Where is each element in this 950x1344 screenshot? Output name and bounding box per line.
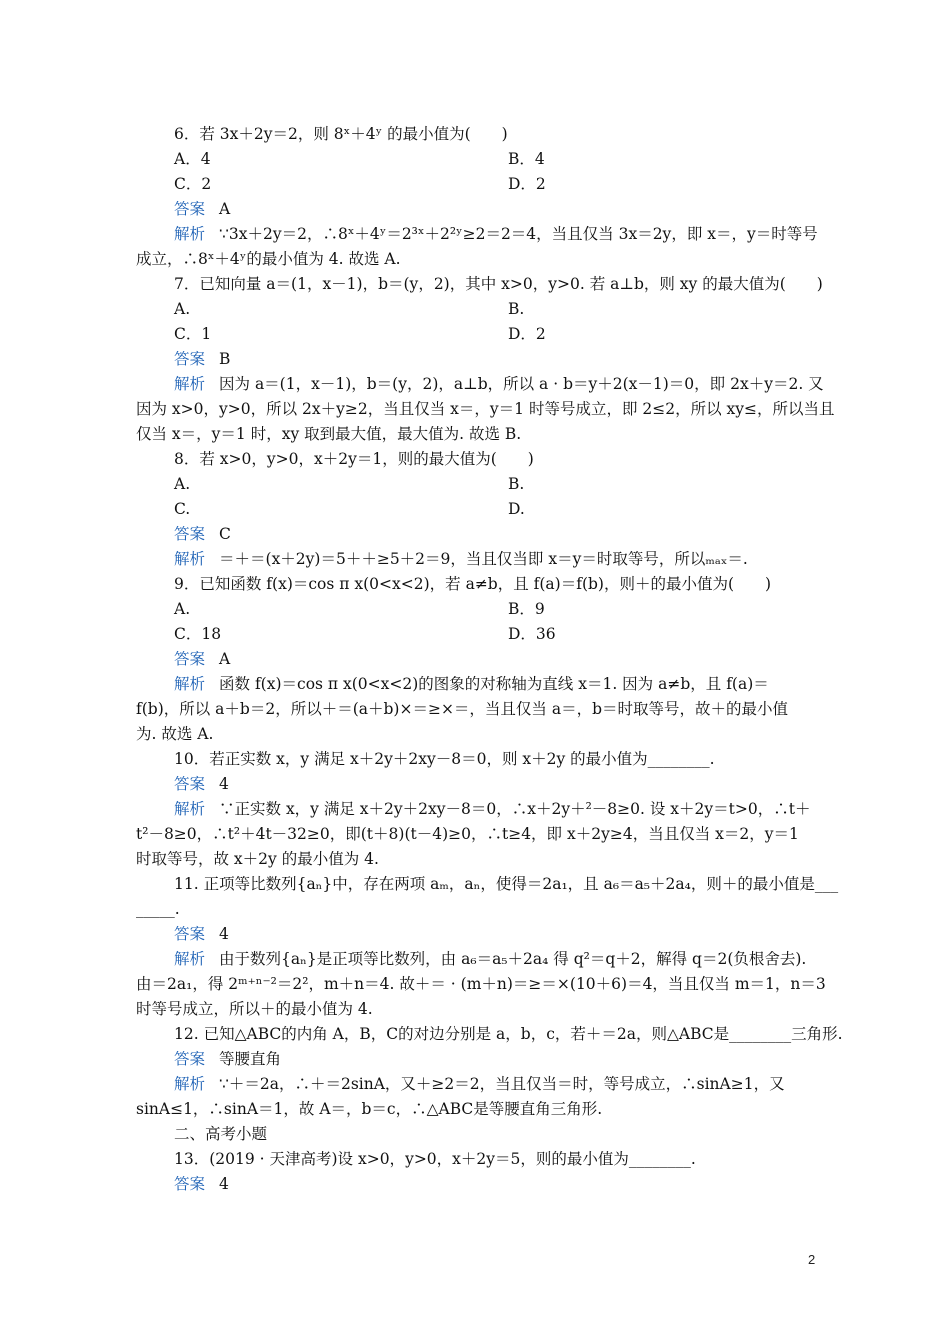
line-text: ＝＋＝(x＋2y)＝5＋＋≥5＋2＝9，当且仅当即 x＝y＝时取等号，所以ₘₐₓ＝. <box>219 550 748 568</box>
line-text: A. <box>174 475 191 493</box>
text-line <box>136 999 373 1019</box>
solution-line <box>174 549 748 569</box>
option-line <box>508 149 545 169</box>
line-text: C. <box>174 500 191 518</box>
text-line <box>136 849 379 869</box>
option-line <box>174 149 211 169</box>
line-text: ∵正实数 x，y 满足 x＋2y＋2xy－8＝0，∴x＋2y＋²－8≥0. 设 x＋2y＝t>0，∴t＋ <box>219 800 811 818</box>
answer-line <box>174 199 230 219</box>
solution-label: 解析 <box>174 950 206 968</box>
line-text: 为. 故选 A. <box>136 725 214 743</box>
answer-label: 答案 <box>174 525 206 543</box>
line-text: 二、高考小题 <box>174 1125 268 1143</box>
line-text: C <box>219 525 231 543</box>
answer-line <box>174 774 229 794</box>
answer-label: 答案 <box>174 925 206 943</box>
line-text: D．2 <box>508 325 546 343</box>
line-text: ∵＋＝2a，∴＋＝2sinA，又＋≥2＝2，当且仅当＝时，等号成立，∴sinA≥1，又 <box>219 1075 785 1093</box>
line-text: _____. <box>136 900 180 918</box>
option-line <box>508 174 546 194</box>
line-text: 4 <box>219 1175 229 1193</box>
line-text: C．18 <box>174 625 222 643</box>
solution-line <box>174 224 818 244</box>
text-line <box>136 974 826 994</box>
line-text: 8．若 x>0，y>0，x＋2y＝1，则的最大值为( ) <box>174 450 534 468</box>
question-line <box>174 274 823 294</box>
line-text: A．4 <box>174 150 211 168</box>
line-text: D．36 <box>508 625 556 643</box>
text-line <box>136 399 835 419</box>
text-line <box>136 724 213 744</box>
option-line <box>508 499 525 519</box>
option-line <box>174 499 190 519</box>
answer-label: 答案 <box>174 350 206 368</box>
line-text: 12. 已知△ABC的内角 A，B，C的对边分别是 a，b，c，若＋＝2a，则△ABC是________三角形. <box>174 1025 843 1043</box>
line-text: A. <box>174 600 191 618</box>
question-line <box>174 1149 696 1169</box>
solution-line <box>174 1074 785 1094</box>
answer-line <box>174 349 230 369</box>
solution-label: 解析 <box>174 800 206 818</box>
line-text: B. <box>508 475 525 493</box>
line-text: B <box>219 350 231 368</box>
answer-label: 答案 <box>174 1050 206 1068</box>
solution-line <box>174 674 769 694</box>
answer-line <box>174 1174 229 1194</box>
question-line <box>174 124 508 144</box>
answer-label: 答案 <box>174 200 206 218</box>
line-text: 13．(2019 · 天津高考)设 x>0，y>0，x＋2y＝5，则的最小值为________. <box>174 1150 696 1168</box>
question-line <box>174 449 534 469</box>
line-text: 仅当 x＝，y＝1 时，xy 取到最大值，最大值为. 故选 B. <box>136 425 522 443</box>
solution-line <box>174 799 810 819</box>
option-line <box>508 324 546 344</box>
line-text: 函数 f(x)＝cos π x(0<x<2)的图象的对称轴为直线 x＝1. 因为 a≠b，且 f(a)＝ <box>219 675 769 693</box>
solution-label: 解析 <box>174 675 206 693</box>
line-text: D. <box>508 500 525 518</box>
question-line <box>174 1024 843 1044</box>
line-text: 4 <box>219 775 229 793</box>
solution-line <box>174 949 806 969</box>
answer-label: 答案 <box>174 775 206 793</box>
question-line <box>174 574 771 594</box>
text-line <box>136 424 521 444</box>
line-text: D．2 <box>508 175 546 193</box>
line-text: A. <box>174 300 191 318</box>
answer-line <box>174 1049 281 1069</box>
option-line <box>174 474 190 494</box>
text-line <box>136 824 799 844</box>
answer-label: 答案 <box>174 650 206 668</box>
solution-line <box>174 374 824 394</box>
line-text: 9．已知函数 f(x)＝cos π x(0<x<2)，若 a≠b，且 f(a)＝f(b)，则＋的最小值为( ) <box>174 575 772 593</box>
text-line <box>136 699 788 719</box>
line-text: B．4 <box>508 150 545 168</box>
line-text: 时取等号，故 x＋2y 的最小值为 4. <box>136 850 379 868</box>
option-line <box>174 599 190 619</box>
line-text: B．9 <box>508 600 545 618</box>
line-text: C．1 <box>174 325 212 343</box>
line-text: 由于数列{aₙ}是正项等比数列，由 a₆＝a₅＋2a₄ 得 q²＝q＋2，解得 q＝2(负根舍去). <box>219 950 807 968</box>
answer-line <box>174 924 229 944</box>
line-text: 10．若正实数 x，y 满足 x＋2y＋2xy－8＝0，则 x＋2y 的最小值为________. <box>174 750 715 768</box>
line-text: 6．若 3x＋2y＝2，则 8ˣ＋4ʸ 的最小值为( ) <box>174 125 508 143</box>
solution-label: 解析 <box>174 375 206 393</box>
option-line <box>174 174 211 194</box>
line-text: 由＝2a₁，得 2ᵐ⁺ⁿ⁻²＝2²，m＋n＝4. 故＋＝ · (m＋n)＝≥＝×(10＋6)＝4，当且仅当 m＝1，n＝3 <box>136 975 826 993</box>
question-line <box>174 874 838 894</box>
option-line <box>174 624 221 644</box>
line-text: sinA≤1，∴sinA＝1，故 A＝，b＝c，∴△ABC是等腰直角三角形. <box>136 1100 603 1118</box>
line-text: A <box>219 650 231 668</box>
line-text: 成立，∴8ˣ＋4ʸ的最小值为 4. 故选 A. <box>136 250 401 268</box>
line-text: t²－8≥0，∴t²＋4t－32≥0，即(t＋8)(t－4)≥0，∴t≥4，即 x＋2y≥4，当且仅当 x＝2，y＝1 <box>136 825 799 843</box>
question-line <box>174 749 715 769</box>
line-text: f(b)，所以 a＋b＝2，所以＋＝(a＋b)×＝≥×＝，当且仅当 a＝，b＝时取等号，故＋的最小值 <box>136 700 789 718</box>
line-text: B. <box>508 300 525 318</box>
line-text: 因为 a＝(1，x－1)，b＝(y，2)，a⊥b，所以 a · b＝y＋2(x－1)＝0，即 2x＋y＝2. 又 <box>219 375 824 393</box>
question-line <box>174 1124 267 1144</box>
option-line <box>508 624 556 644</box>
option-line <box>508 474 524 494</box>
line-text: ∵3x＋2y＝2，∴8ˣ＋4ʸ＝2³ˣ＋2²ʸ≥2＝2＝4，当且仅当 3x＝2y，即 x＝，y＝时等号 <box>219 225 818 243</box>
option-line <box>508 299 524 319</box>
answer-label: 答案 <box>174 1175 206 1193</box>
solution-label: 解析 <box>174 550 206 568</box>
solution-label: 解析 <box>174 225 206 243</box>
line-text: C．2 <box>174 175 212 193</box>
text-line <box>136 899 180 919</box>
line-text: 因为 x>0，y>0，所以 2x＋y≥2，当且仅当 x＝，y＝1 时等号成立，即 2≤2，所以 xy≤，所以当且 <box>136 400 835 418</box>
text-line <box>136 249 401 269</box>
option-line <box>174 324 211 344</box>
option-line <box>174 299 190 319</box>
page-number: 2 <box>808 1252 816 1267</box>
solution-label: 解析 <box>174 1075 206 1093</box>
line-text: 7．已知向量 a＝(1，x－1)，b＝(y，2)，其中 x>0，y>0. 若 a⊥b，则 xy 的最大值为( ) <box>174 275 823 293</box>
line-text: 时等号成立，所以＋的最小值为 4. <box>136 1000 373 1018</box>
line-text: A <box>219 200 231 218</box>
text-line <box>136 1099 602 1119</box>
line-text: 11. 正项等比数列{aₙ}中，存在两项 aₘ，aₙ，使得＝2a₁，且 a₆＝a₅＋2a₄，则＋的最小值是___ <box>174 875 839 893</box>
line-text: 4 <box>219 925 229 943</box>
answer-line <box>174 524 231 544</box>
answer-line <box>174 649 230 669</box>
option-line <box>508 599 545 619</box>
line-text: 等腰直角 <box>219 1050 282 1068</box>
